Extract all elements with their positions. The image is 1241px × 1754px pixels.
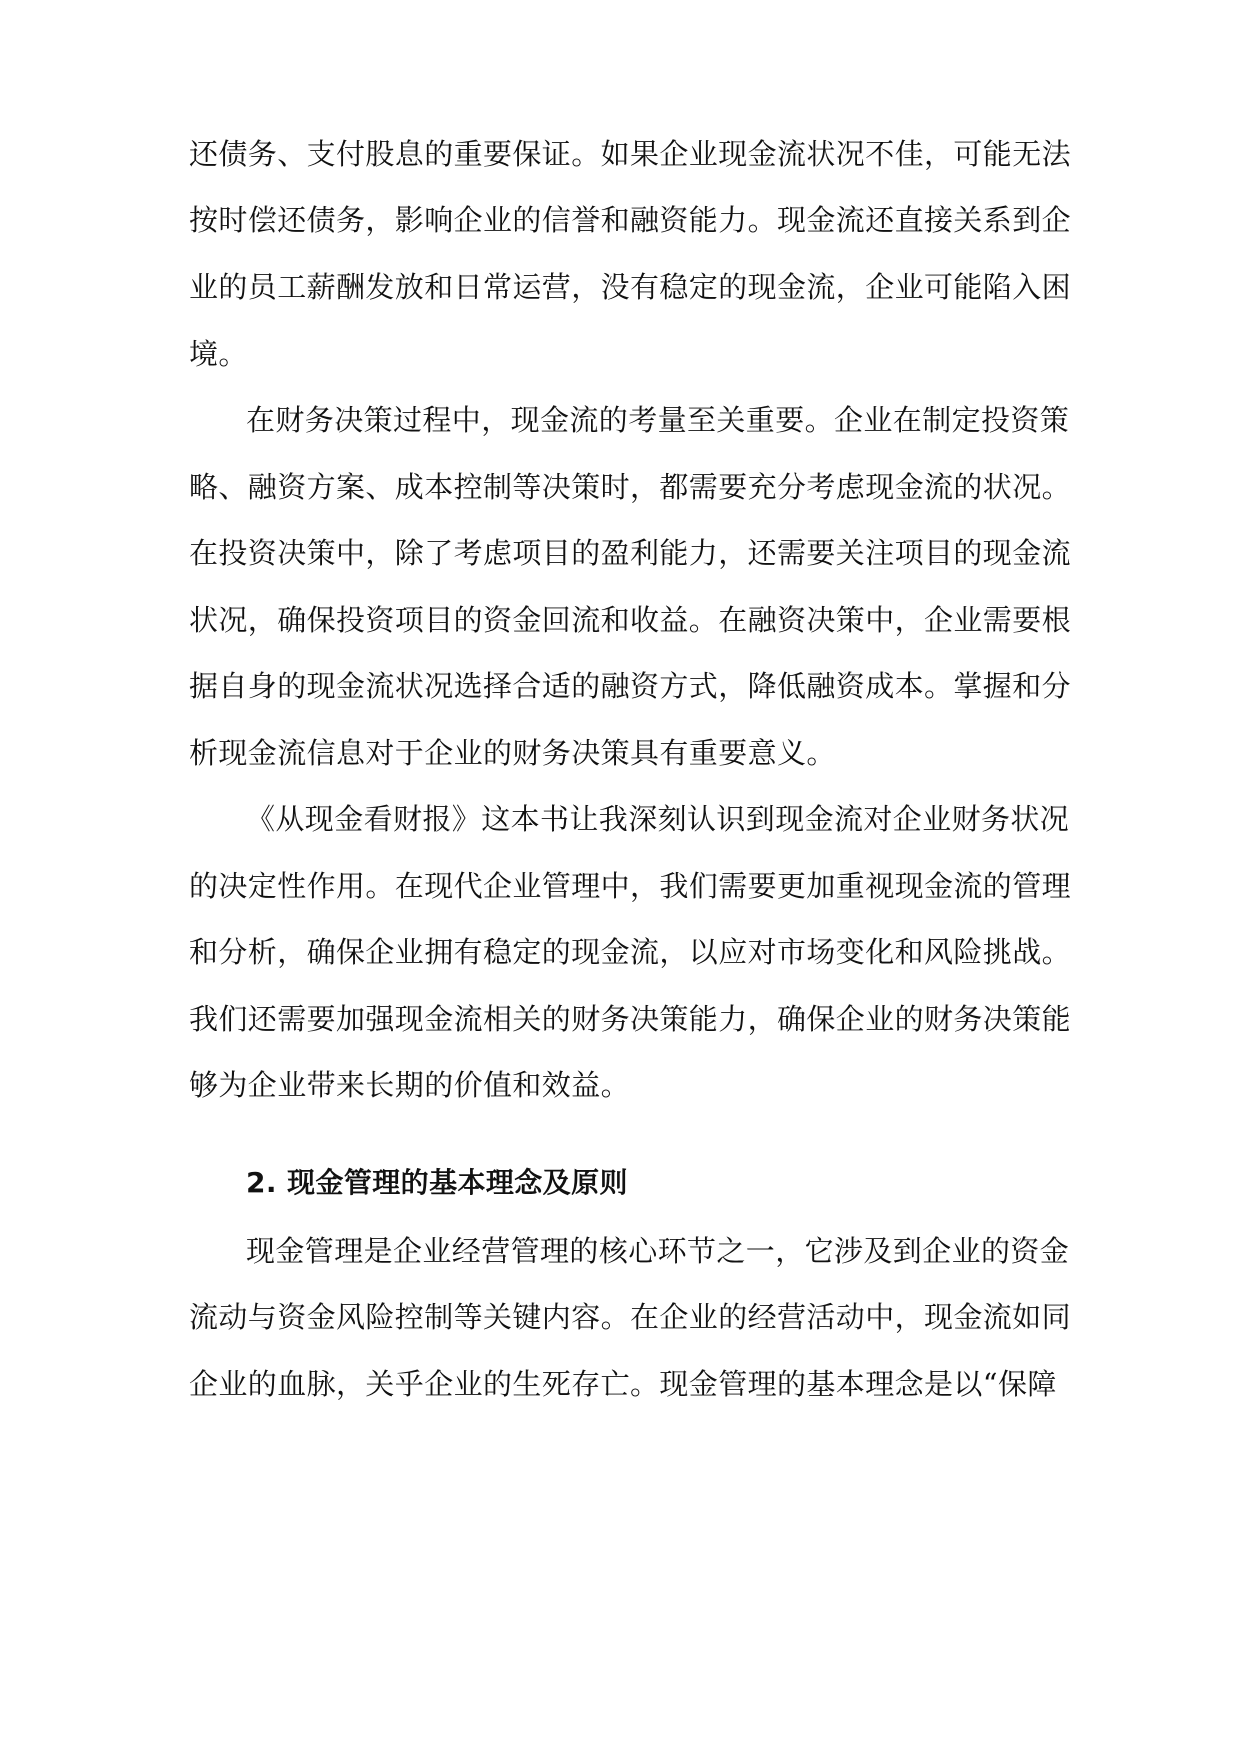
paragraph-3-line-3: 和分析，确保企业拥有稳定的现金流，以应对市场变化和风险挑战。	[189, 935, 1072, 969]
paragraph-3-line-5: 够为企业带来长期的价值和效益。	[189, 1068, 631, 1102]
paragraph-1-line-2: 按时偿还债务，影响企业的信誉和融资能力。现金流还直接关系到企	[189, 203, 1072, 237]
paragraph-2-line-5: 据自身的现金流状况选择合适的融资方式，降低融资成本。掌握和分	[189, 669, 1072, 703]
paragraph-2-line-1: 在财务决策过程中，现金流的考量至关重要。企业在制定投资策	[246, 403, 1070, 437]
paragraph-3-line-4: 我们还需要加强现金流相关的财务决策能力，确保企业的财务决策能	[189, 1002, 1072, 1036]
paragraph-1-line-1: 还债务、支付股息的重要保证。如果企业现金流状况不佳，可能无法	[189, 137, 1072, 171]
paragraph-3-line-2: 的决定性作用。在现代企业管理中，我们需要更加重视现金流的管理	[189, 869, 1072, 903]
paragraph-2-line-2: 略、融资方案、成本控制等决策时，都需要充分考虑现金流的状况。	[189, 470, 1072, 504]
paragraph-3-line-1: 《从现金看财报》这本书让我深刻认识到现金流对企业财务状况	[246, 802, 1070, 836]
paragraph-2-line-3: 在投资决策中，除了考虑项目的盈利能力，还需要关注项目的现金流	[189, 536, 1072, 570]
section-paragraph-line-2: 流动与资金风险控制等关键内容。在企业的经营活动中，现金流如同	[189, 1300, 1072, 1334]
paragraph-1-line-4: 境。	[189, 337, 248, 371]
section-paragraph-line-1: 现金管理是企业经营管理的核心环节之一，它涉及到企业的资金	[246, 1234, 1070, 1268]
paragraph-2-line-6: 析现金流信息对于企业的财务决策具有重要意义。	[189, 736, 836, 770]
section-paragraph-line-3: 企业的血脉，关乎企业的生死存亡。现金管理的基本理念是以“保障	[189, 1367, 1057, 1401]
section-heading: 2. 现金管理的基本理念及原则	[246, 1166, 628, 1199]
paragraph-1-line-3: 业的员工薪酬发放和日常运营，没有稳定的现金流，企业可能陷入困	[189, 270, 1072, 304]
paragraph-2-line-4: 状况，确保投资项目的资金回流和收益。在融资决策中，企业需要根	[189, 603, 1072, 637]
